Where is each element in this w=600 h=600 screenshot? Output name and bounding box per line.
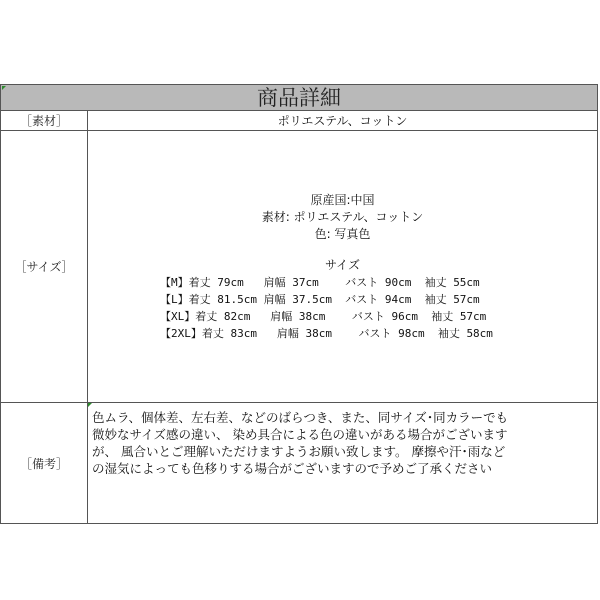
size-detail <box>88 131 598 403</box>
notes-line: が、 風合いとご理解いただけますようお願い致します。 摩擦や汗･雨など <box>92 444 506 459</box>
material-text: 素材: ポリエステル、コットン <box>261 209 424 224</box>
cell-marker-icon <box>88 403 92 407</box>
size-measures: 着丈 82cm 肩幅 38cm バスト 96cm 袖丈 57cm <box>195 309 487 323</box>
notes-text <box>88 403 598 524</box>
size-line-m <box>160 274 597 291</box>
page-title: 商品詳細 <box>257 86 341 110</box>
size-heading: サイズ <box>324 257 361 272</box>
notes-line: 色ムラ、個体差、左右差、などのばらつき、また、同サイズ･同カラーでも <box>92 410 509 425</box>
title-row <box>0 84 598 110</box>
detail-table <box>0 110 598 524</box>
size-line-l <box>160 291 597 308</box>
origin-text: 原産国:中国 <box>310 192 375 207</box>
size-name: 【2XL】 <box>160 326 202 340</box>
product-detail-sheet <box>0 84 600 518</box>
size-name: 【L】 <box>160 292 189 306</box>
spacer <box>88 243 597 257</box>
size-row <box>1 131 598 403</box>
notes-line: 微妙なサイズ感の違い、 染め具合による色の違いがある場合がございます <box>92 427 508 442</box>
size-line-2xl <box>160 325 597 342</box>
size-label: ［サイズ］ <box>1 131 88 403</box>
notes-label: ［備考］ <box>1 403 88 524</box>
size-name: 【XL】 <box>160 309 196 323</box>
material-label: ［素材］ <box>1 111 88 131</box>
color-text: 色: 写真色 <box>314 226 371 241</box>
material-row <box>1 111 598 131</box>
notes-line: の湿気によっても色移りする場合がございますので予めご了承ください <box>92 461 493 476</box>
size-line-xl <box>160 308 597 325</box>
notes-row <box>1 403 598 524</box>
size-measures: 着丈 81.5cm 肩幅 37.5cm バスト 94cm 袖丈 57cm <box>188 292 480 306</box>
size-name: 【M】 <box>160 275 189 289</box>
size-measures: 着丈 79cm 肩幅 37cm バスト 90cm 袖丈 55cm <box>188 275 480 289</box>
material-value: ポリエステル、コットン <box>88 111 598 131</box>
size-measures: 着丈 83cm 肩幅 38cm バスト 98cm 袖丈 58cm <box>201 326 493 340</box>
